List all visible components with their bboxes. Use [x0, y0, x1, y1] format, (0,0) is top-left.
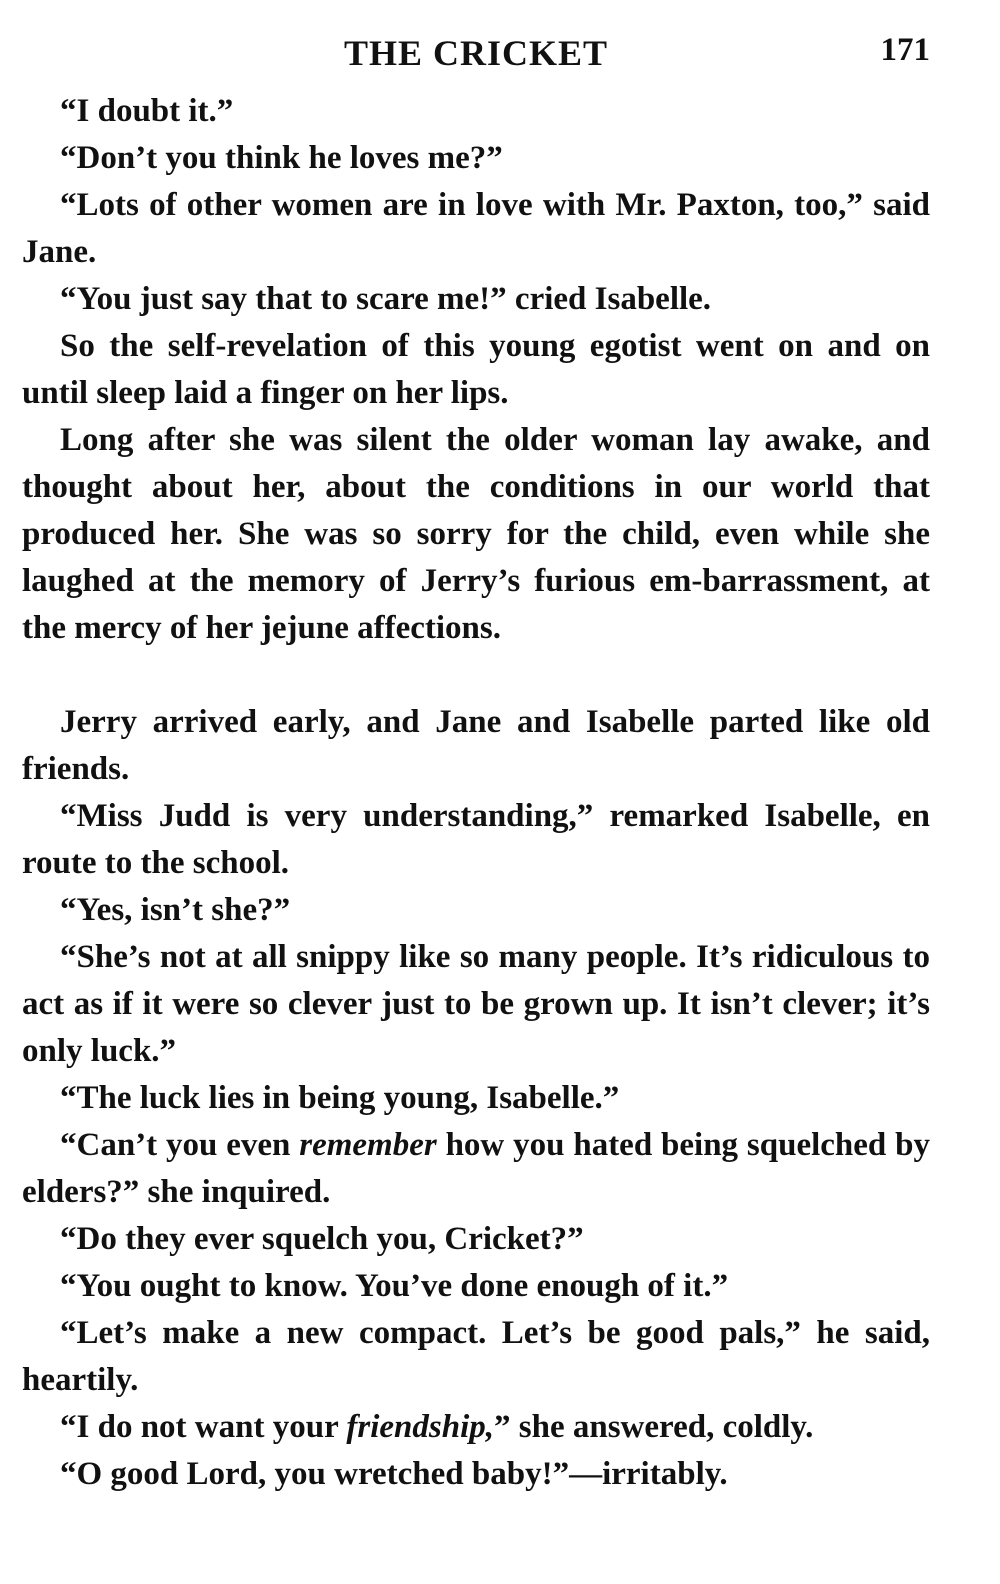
book-page — [22, 28, 930, 1498]
emphasis-text: remember — [299, 1127, 437, 1163]
paragraph: “Miss Judd is very understanding,” remarked Isabelle, en route to the school. — [22, 798, 930, 881]
page-number: 171 — [880, 32, 930, 68]
paragraph: “You just say that to scare me!” cried Isabelle. — [60, 281, 712, 317]
paragraph: Long after she was silent the older woman lay awake, and thought about her, about the conditions in our world that produced her. She was so sorry for the child, even while she laughed at the memory of Jerry’s furious em-barrassment, at the mercy of her jejune affections. — [22, 422, 930, 646]
paragraph: Jerry arrived early, and Jane and Isabelle parted like old friends. — [22, 704, 930, 787]
paragraph-text: “Can’t you even — [60, 1127, 300, 1163]
page-header — [22, 28, 930, 88]
paragraph: “Yes, isn’t she?” — [60, 892, 291, 928]
paragraph-text: “I do not want your — [60, 1409, 347, 1445]
paragraph: “You ought to know. You’ve done enough of it.” — [60, 1268, 729, 1304]
paragraph: “I doubt it.” — [60, 93, 234, 129]
paragraph — [22, 1122, 930, 1216]
paragraph: “Lots of other women are in love with Mr. Paxton, too,” said Jane. — [22, 187, 930, 270]
paragraph: “Don’t you think he loves me?” — [60, 140, 503, 176]
paragraph: “Let’s make a new compact. Let’s be good pals,” he said, heartily. — [22, 1315, 930, 1398]
paragraph-text: how you hated being squelched by elders?” she inquired. — [22, 1127, 930, 1210]
paragraph: “Do they ever squelch you, Cricket?” — [60, 1221, 584, 1257]
paragraph: “O good Lord, you wretched baby!”—irritably. — [60, 1456, 728, 1492]
paragraph — [22, 1404, 930, 1451]
paragraph: “The luck lies in being young, Isabelle.” — [60, 1080, 620, 1116]
paragraph: “She’s not at all snippy like so many people. It’s ridiculous to act as if it were so clever just to be grown up. It isn’t clever; it’s only luck.” — [22, 939, 930, 1069]
paragraph-text: ” she answered, coldly. — [494, 1409, 814, 1445]
emphasis-text: friendship, — [346, 1409, 494, 1445]
body-text — [22, 88, 930, 1498]
running-head: THE CRICKET — [343, 33, 609, 73]
paragraph: So the self-revelation of this young egotist went on and on until sleep laid a finger on her lips. — [22, 328, 930, 411]
